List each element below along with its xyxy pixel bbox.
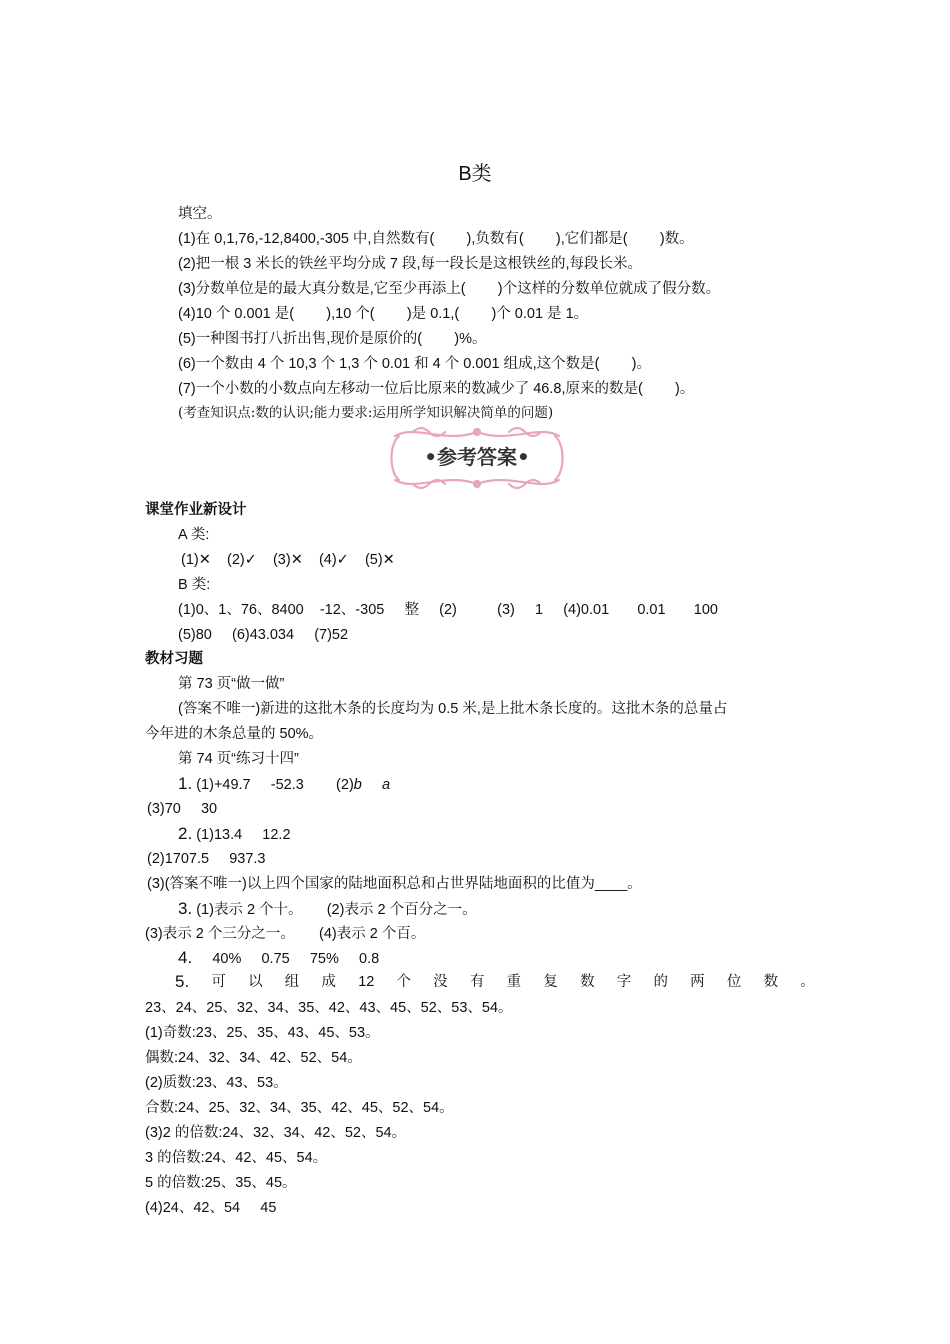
q5-word: 有 (469, 974, 485, 990)
q5-word: 的 (653, 974, 668, 990)
p73-answer-line1: (答案不唯一)新进的这批木条的长度均为 0.5 米,是上批木条长度的。这批木条的总量占 (178, 701, 728, 717)
q5-word: 个 (396, 974, 412, 990)
section-heading-classwork: 课堂作业新设计 (145, 502, 247, 518)
p73-answer-line2: 今年进的木条总量的 50%。 (145, 726, 324, 742)
q2-line1: 2. (1)13.4 12.2 (178, 824, 291, 843)
q5-line1 (175, 972, 815, 992)
q5-number: 5. (175, 972, 190, 991)
q5-mult3: 3 的倍数:24、42、45、54。 (145, 1150, 328, 1166)
q3-number: 3. (178, 899, 193, 918)
q5-word: 可 (211, 974, 226, 990)
q3-line2: (3)表示 2 个三分之一。 (4)表示 2 个百。 (145, 926, 426, 942)
q5-prime: (2)质数:23、43、53。 (145, 1075, 288, 1091)
q1-line2: (3)70 30 (147, 801, 218, 817)
q5-word: 没 (433, 974, 448, 990)
q5-word: 12 (358, 974, 375, 990)
page-title: B类 (458, 163, 492, 185)
question-2: (2)把一根 3 米长的铁丝平均分成 7 段,每一段长是这根铁丝的,每段长米。 (178, 256, 643, 272)
q5-line2: 23、24、25、32、34、35、42、43、45、52、53、54。 (145, 1000, 513, 1016)
a-answers: (1)✕ (2)✓ (3)✕ (4)✓ (5)✕ (181, 552, 395, 568)
banner-text: •参考答案• (424, 445, 530, 469)
q1-number: 1. (178, 774, 193, 793)
q5-even: 偶数:24、32、34、42、52、54。 (145, 1050, 362, 1066)
q4-line: 4. 40% 0.75 75% 0.8 (178, 948, 380, 967)
b-answers-line1: (1)0、1、76、8400 -12、-305 整 (2) (3) 1 (4)0.01 0.01 100 (178, 602, 718, 618)
q5-composite: 合数:24、25、32、34、35、42、45、52、54。 (145, 1100, 454, 1116)
q1-line1: 1. (1)+49.7 -52.3 (2)b a (178, 774, 391, 793)
q5-word: 数 (580, 974, 595, 990)
b-answers-line2: (5)80 (6)43.034 (7)52 (178, 627, 349, 643)
q5-word: 复 (543, 974, 558, 990)
q2-line2: (2)1707.5 937.3 (147, 851, 266, 867)
section-heading-textbook: 教材习题 (145, 651, 203, 667)
a-label: A 类: (178, 527, 210, 543)
q2-line3: (3)(答案不唯一)以上四个国家的陆地面积总和占世界陆地面积的比值为____。 (147, 876, 642, 892)
q3-line1: 3. (1)表示 2 个十。 (2)表示 2 个百分之一。 (178, 899, 477, 918)
p74-heading: 第 74 页“练习十四” (178, 751, 299, 767)
q5-word: 组 (284, 974, 300, 990)
q5-mult2: (3)2 的倍数:24、32、34、42、52、54。 (145, 1125, 407, 1141)
q5-word: 。 (800, 974, 815, 990)
q2-number: 2. (178, 824, 193, 843)
q5-word: 字 (616, 974, 632, 990)
q5-word: 重 (506, 974, 522, 990)
b-label: B 类: (178, 577, 211, 593)
question-7: (7)一个小数的小数点向左移动一位后比原来的数减少了 46.8,原来的数是( )。 (178, 381, 695, 397)
q5-word: 数 (763, 974, 779, 990)
p73-heading: 第 73 页“做一做” (178, 676, 285, 692)
question-4: (4)10 个 0.001 是( ),10 个( )是 0.1,( )个 0.01 是 1。 (178, 306, 589, 322)
q5-word: 以 (248, 974, 263, 990)
answer-banner (385, 422, 569, 494)
q4-number: 4. (178, 948, 193, 967)
q5-odd: (1)奇数:23、25、35、43、45、53。 (145, 1025, 380, 1041)
question-intro: 填空。 (178, 206, 222, 222)
question-6: (6)一个数由 4 个 10,3 个 1,3 个 0.01 和 4 个 0.001 组成,这个数是( )。 (178, 356, 651, 372)
question-3: (3)分数单位是的最大真分数是,它至少再添上( )个这样的分数单位就成了假分数。 (178, 281, 721, 297)
q5-word: 成 (321, 974, 336, 990)
q5-mult5: 5 的倍数:25、35、45。 (145, 1175, 297, 1191)
q5-last: (4)24、42、54 45 (145, 1200, 277, 1216)
q5-word: 位 (726, 974, 742, 990)
question-5: (5)一种图书打八折出售,现价是原价的( )%。 (178, 331, 487, 347)
question-1: (1)在 0,1,76,-12,8400,-305 中,自然数有( ),负数有( ),它们都是( )数。 (178, 231, 694, 247)
knowledge-note: (考查知识点:数的认识;能力要求:运用所学知识解决简单的问题) (178, 405, 554, 421)
q5-word: 两 (690, 974, 705, 990)
